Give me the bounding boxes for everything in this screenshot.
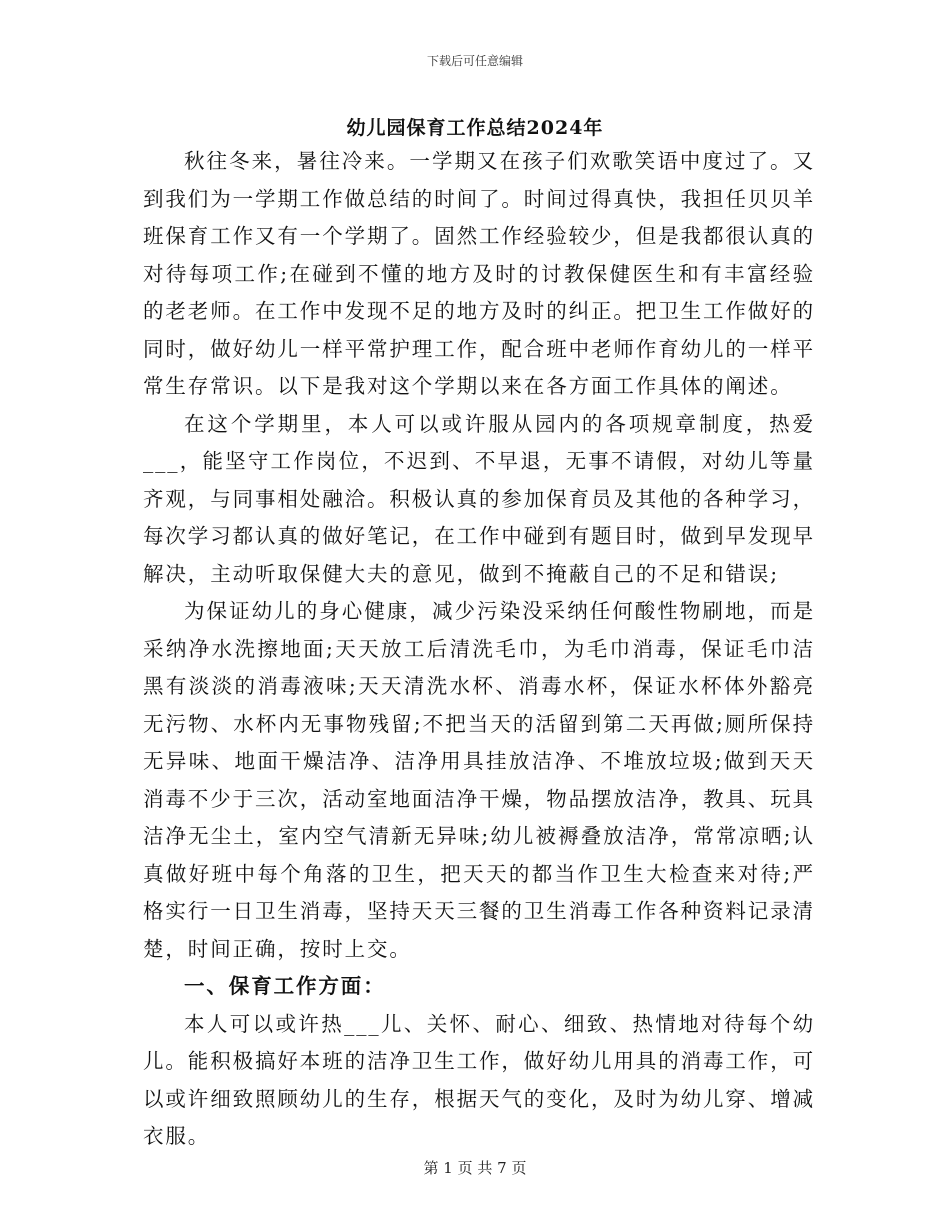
document-body [143, 143, 815, 1156]
document-title: 幼儿园保育工作总结2024年 [346, 117, 604, 139]
paragraph-intro: 秋往冬来，暑往冷来。一学期又在孩子们欢歌笑语中度过了。又到我们为一学期工作做总结的时间了。时间过得真快，我担任贝贝羊班保育工作又有一个学期了。固然工作经验较少，但是我都很认真的对待每项工作;在碰到不懂的地方及时的讨教保健医生和有丰富经验的老老师。在工作中发现不足的地方及时的纠正。把卫生工作做好的同时，做好幼儿一样平常护理工作，配合班中老师作育幼儿的一样平常生存常识。以下是我对这个学期以来在各方面工作具体的阐述。 [143, 149, 815, 398]
paragraph-hygiene: 为保证幼儿的身心健康，减少污染没采纳任何酸性物刷地，而是采纳净水洗擦地面;天天放工后清洗毛巾，为毛巾消毒，保证毛巾洁黑有淡淡的消毒液味;天天清洗水杯、消毒水杯，保证水杯体外豁亮无污物、水杯内无事物残留;不把当天的活留到第二天再做;厕所保持无异味、地面干燥洁净、洁净用具挂放洁净、不堆放垃圾;做到天天消毒不少于三次，活动室地面洁净干燥，物品摆放洁净，教具、玩具洁净无尘土，室内空气清新无异味;幼儿被褥叠放洁净，常常凉晒;认真做好班中每个角落的卫生，把天天的都当作卫生大检查来对待;严格实行一日卫生消毒，坚持天天三餐的卫生消毒工作各种资料记录清楚，时间正确，按时上交。 [143, 599, 815, 961]
section-heading-care-work: 一、保育工作方面： [184, 974, 386, 998]
paragraph-discipline: 在这个学期里，本人可以或许服从园内的各项规章制度，热爱___，能坚守工作岗位，不迟到、不早退，无事不请假，对幼儿等量齐观，与同事相处融洽。积极认真的参加保育员及其他的各种学习，每次学习都认真的做好笔记，在工作中碰到有题目时，做到早发现早解决，主动听取保健大夫的意见，做到不掩蔽自己的不足和错误; [143, 411, 815, 586]
header-note: 下载后可任意编辑 [426, 54, 523, 68]
page-number: 第 1 页 共 7 页 [423, 1159, 527, 1177]
paragraph-care-work: 本人可以或许热___儿、关怀、耐心、细致、热情地对待每个幼儿。能积极搞好本班的洁净卫生工作，做好幼儿用具的消毒工作，可以或许细致照顾幼儿的生存，根据天气的变化，及时为幼儿穿、增减衣服。 [143, 1011, 815, 1148]
